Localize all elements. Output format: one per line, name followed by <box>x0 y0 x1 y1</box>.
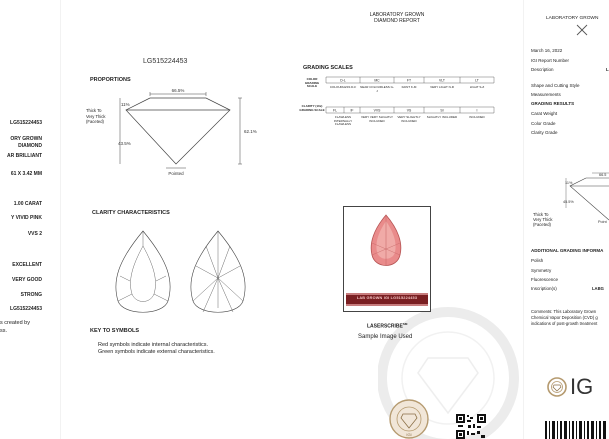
proportions-diagram <box>80 88 280 183</box>
table-percent: 66.5% <box>171 88 185 93</box>
mini-table-percent: 66.5 <box>599 173 607 177</box>
report-header-line2: DIAMOND REPORT <box>374 18 420 24</box>
description-value-fragment: L <box>606 67 609 72</box>
report-date: March 16, 2022 <box>531 48 563 53</box>
clarity-sub-5: INCLUDED <box>469 115 485 119</box>
key-green-line: Green symbols indicate external characteristics. <box>98 349 215 355</box>
color-cell-5: LT <box>475 78 479 83</box>
girdle-label: Thick To Very Thick (Faceted) <box>86 108 106 124</box>
culet-label: Pointed <box>168 171 184 176</box>
clarity-cell-if: IF <box>350 108 354 113</box>
value-clarity: VVS 2 <box>27 231 42 237</box>
igi-seal-icon <box>388 398 430 439</box>
value-shape: AR BRILLIANT <box>7 153 42 159</box>
inscription-value-fragment: LABG <box>592 286 604 291</box>
laserscribe-sup: SM <box>402 322 408 326</box>
value-color: Y VIVID PINK <box>10 215 42 221</box>
clarity-scale-label: CLARITY (10x) GRADING SCALE <box>299 104 325 112</box>
label-carat-weight: Carat Weight <box>531 111 558 116</box>
clarity-cell-fl: FL <box>333 108 337 113</box>
clarity-plot-diagram <box>108 226 258 324</box>
page-divider-left <box>60 0 61 439</box>
additional-grading-title: ADDITIONAL GRADING INFORMA <box>531 248 604 253</box>
report-header-line1: LABORATORY GROWN <box>369 12 425 18</box>
clarity-sub-4: SLIGHTLY INCLUDED <box>426 115 458 119</box>
label-polish: Polish <box>531 258 544 263</box>
color-cell-1: D-L <box>340 78 346 83</box>
comments-line3: indications of post-growth treatment <box>531 321 598 326</box>
color-scale-label: COLOR GRADING SCALE <box>304 77 320 89</box>
report-number-title: LG515224453 <box>143 58 188 65</box>
clarity-cell-vvs: VVS <box>373 108 381 113</box>
report-header <box>357 12 437 24</box>
value-inscription: LG515224453 <box>10 306 42 312</box>
label-fluorescence: Fluorescence <box>531 277 559 282</box>
clarity-cell-i: I <box>476 108 478 113</box>
label-inscriptions: Inscription(s) <box>531 286 557 291</box>
color-cell-3: FT <box>406 78 412 83</box>
value-measurements: 61 X 3.42 MM <box>10 171 42 177</box>
proportions-title: PROPORTIONS <box>90 77 131 83</box>
color-sub-2: NEAR COLOURLESS G-J <box>360 85 394 93</box>
label-clarity-grade: Clarity Grade <box>531 130 558 135</box>
comment-fragment-2: ss. <box>0 328 8 334</box>
clarity-cell-vs: VS <box>406 108 412 113</box>
grading-results-title: GRADING RESULTS <box>531 101 575 106</box>
value-carat: 1.00 CARAT <box>13 201 42 207</box>
color-cell-4: VLT <box>439 78 445 83</box>
comment-fragment-1: s created by <box>0 320 30 326</box>
clarity-sub-1: FLAWLESS INTERNALLY FLAWLESS <box>333 115 353 127</box>
label-symmetry: Symmetry <box>531 268 552 273</box>
comments-line1: Comments: This Laboratory Grown <box>531 309 597 314</box>
pavilion-percent: 43.5% <box>118 141 131 146</box>
clarity-sub-3: VERY SLIGHTLY INCLUDED <box>397 115 421 123</box>
qr-code-icon <box>456 414 486 439</box>
key-to-symbols-title: KEY TO SYMBOLS <box>90 328 140 334</box>
value-description-2: DIAMOND <box>18 143 42 149</box>
label-color-grade: Color Grade <box>531 121 556 126</box>
mini-proportions-diagram <box>556 168 609 224</box>
laserscribe-label <box>367 322 407 330</box>
sample-image-caption: Sample Image Used <box>358 334 413 340</box>
color-sub-4: VERY LIGHT N-R <box>430 85 454 89</box>
color-sub-3: FAINT K-M <box>401 85 417 89</box>
clarity-sub-2: VERY VERY SLIGHTLY INCLUDED <box>360 115 394 123</box>
color-cell-2: MC <box>374 78 380 83</box>
seal-letters: IGI <box>406 432 412 437</box>
value-polish: EXCELLENT <box>12 262 42 268</box>
right-report-header: LABORATORY GROWN <box>546 16 599 21</box>
grading-scales-title: GRADING SCALES <box>303 65 353 71</box>
mini-crown-percent: 11% <box>565 181 573 185</box>
value-symmetry: VERY GOOD <box>11 277 42 283</box>
clarity-characteristics-title: CLARITY CHARACTERISTICS <box>92 210 170 216</box>
mini-pavilion-percent: 45.5% <box>563 200 574 204</box>
label-measurements: Measurements <box>531 92 561 97</box>
crown-percent: 11% <box>121 102 130 107</box>
value-fluorescence: STRONG <box>20 292 42 298</box>
igi-logo-icon <box>547 377 567 397</box>
value-description-1: ORY GROWN <box>10 136 42 142</box>
label-report-number: IGI Report Number <box>531 58 570 63</box>
igi-logo-text: IG <box>570 374 594 399</box>
depth-percent: 62.1% <box>244 129 257 134</box>
value-report-number: LG515224453 <box>10 120 42 126</box>
sample-diamond-image <box>343 206 431 312</box>
close-icon[interactable] <box>576 24 588 36</box>
comments-line2: Chemical Vapor Deposition (CVD) g <box>531 315 598 320</box>
barcode-icon <box>545 421 609 439</box>
laserscribe-label-text: LASERSCRIBE <box>367 323 403 330</box>
color-sub-1: COLOURLESS D-F <box>329 85 357 89</box>
mini-girdle-label: Thick To Very Thick (Faceted) <box>533 212 553 227</box>
label-shape-cutting: Shape and Cutting Style <box>531 83 580 88</box>
label-description: Description <box>531 67 554 72</box>
laser-inscription-text: LAB GROWN IGI LG515224453 <box>356 296 418 300</box>
color-sub-5: LIGHT S-Z <box>469 85 485 89</box>
clarity-cell-si: SI <box>440 108 444 113</box>
mini-culet: Point <box>598 220 607 224</box>
key-red-line: Red symbols indicate internal characteristics. <box>98 342 209 348</box>
